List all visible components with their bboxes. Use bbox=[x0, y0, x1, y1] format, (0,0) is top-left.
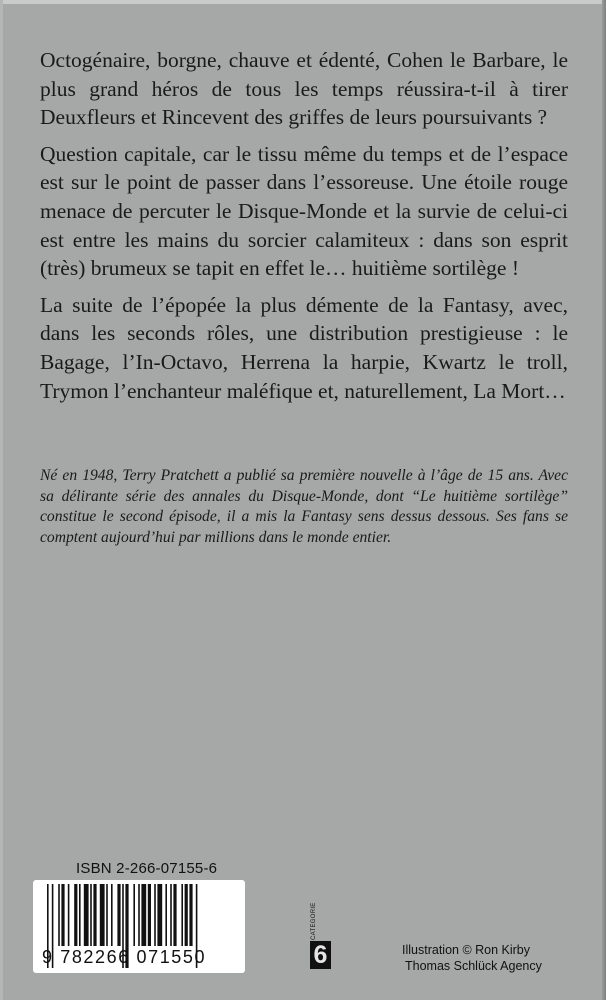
category-marker bbox=[310, 902, 330, 969]
blurb-paragraph-2: Question capitale, car le tissu même du temps et de l’espace est sur le point de passer dans l’essoreuse. Une étoile rouge menace de percuter le Disque-Monde et la survie de celui-ci est entre les mains du sorcier calamiteux : dans son esprit (très) brumeux se tapit en effet le… huitième sortilège ! bbox=[40, 141, 568, 281]
barcode-digits: 9 782266 071550 bbox=[42, 947, 207, 967]
illustration-credit: Illustration © Ron Kirby bbox=[402, 943, 531, 957]
back-cover-blurb bbox=[40, 46, 568, 413]
agency-credit: Thomas Schlück Agency bbox=[405, 959, 542, 973]
isbn-number: ISBN 2-266-07155-6 bbox=[76, 860, 218, 877]
category-label: CATÉGORIE bbox=[311, 902, 317, 940]
cover-right-edge bbox=[602, 0, 606, 1000]
category-number: 6 bbox=[310, 941, 331, 969]
blurb-paragraph-3: La suite de l’épopée la plus démente de la Fantasy, avec, dans les seconds rôles, une distribution prestigieuse : le Bagage, l’In-Octavo, Herrena la harpie, Kwartz le troll, Trymon l’enchanteur maléfique et, naturellement, La Mort… bbox=[40, 292, 568, 403]
cover-credits bbox=[402, 942, 552, 974]
author-bio: Né en 1948, Terry Pratchett a publié sa première nouvelle à l’âge de 15 ans. Avec sa délirante série des annales du Disque-Monde, dont “Le huitième sortilège” constitue le second épisode, il a mis la Fantasy sens dessus dessous. Ses fans se comptent aujourd’hui par millions dans le monde entier. bbox=[40, 467, 568, 546]
blurb-paragraph-1: Octogénaire, borgne, chauve et édenté, Cohen le Barbare, le plus grand héros de tous les temps réussira-t-il à tirer Deuxfleurs et Rincevent des griffes de leurs poursuivants ? bbox=[40, 48, 568, 130]
cover-left-edge bbox=[0, 0, 3, 1000]
cover-top-edge bbox=[0, 0, 606, 4]
